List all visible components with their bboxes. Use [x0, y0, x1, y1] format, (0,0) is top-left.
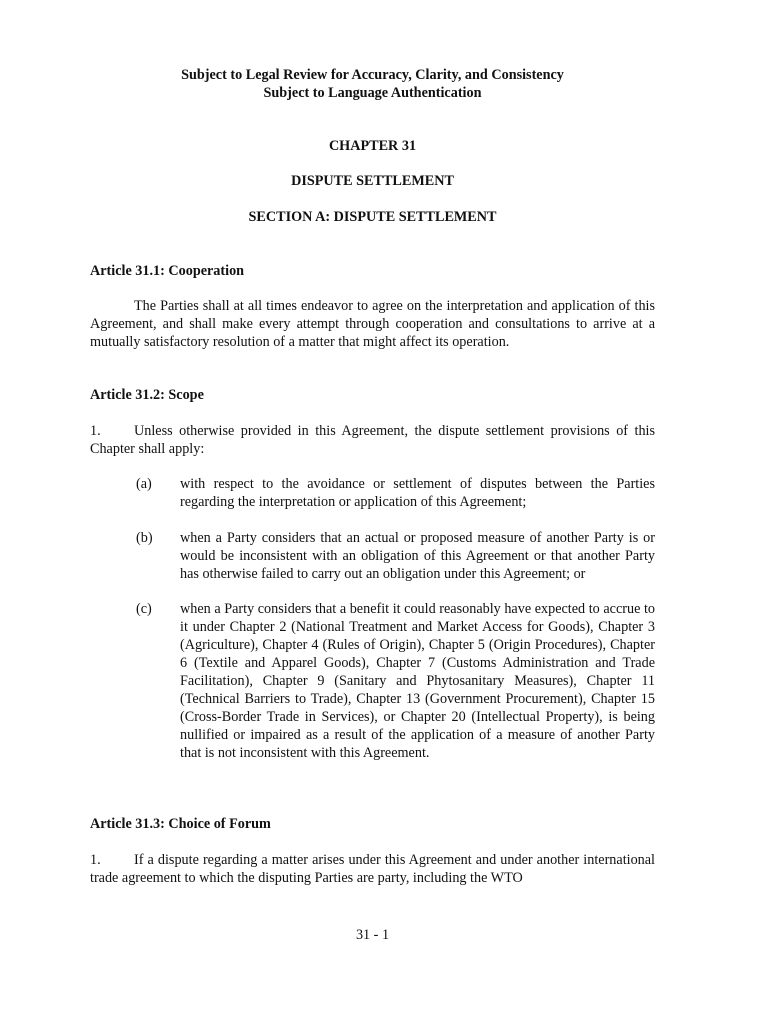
item-label: (b)	[136, 530, 153, 546]
page-number: 31 - 1	[355, 927, 390, 943]
item-label: (c)	[136, 601, 152, 617]
item-text: when a Party considers that a benefit it could reasonably have expected to accrue to it under Chapter 2 (National Treatment and Market Access for Goods), Chapter 3 (Agriculture), Chapter 4 (Rules of Origin), Chapter 5 (Origin Procedures), Chapter 6 (Textile and Apparel Goods), Chapter 7 (Customs Administration and Trade Facilitation), Chapter 9 (Sanitary and Phytosanitary Measures), Chapter 11 (Technical Barriers to Trade), Chapter 13 (Government Procurement), Chapter 15 (Cross-Border Trade in Services), or Chapter 20 (Intellectual Property), is being nullified or impaired as a result of the application of a measure of another Party that is not inconsistent with this Agreement.	[180, 601, 655, 761]
paragraph-number: 1.	[90, 852, 101, 868]
article-31-1-heading: Article 31.1: Cooperation	[90, 263, 245, 279]
article-31-3-paragraph-1	[90, 851, 655, 887]
article-31-2-heading: Article 31.2: Scope	[90, 387, 204, 403]
paragraph-number: 1.	[90, 423, 101, 439]
authentication-notice: Subject to Language Authentication	[263, 85, 482, 101]
item-label: (a)	[136, 476, 152, 492]
paragraph-text: Unless otherwise provided in this Agreement, the dispute settlement provisions of this Chapter shall apply:	[90, 423, 655, 457]
section-title: SECTION A: DISPUTE SETTLEMENT	[248, 209, 497, 225]
article-31-2-paragraph-1	[90, 422, 655, 458]
paragraph-text: If a dispute regarding a matter arises under this Agreement and under another international trade agreement to which the disputing Parties are party, including the WTO	[90, 852, 655, 886]
review-notice: Subject to Legal Review for Accuracy, Clarity, and Consistency	[181, 67, 564, 83]
item-text: when a Party considers that an actual or proposed measure of another Party is or would be inconsistent with an obligation of this Agreement or that another Party has otherwise failed to carry out an obligation under this Agreement; or	[180, 530, 655, 582]
item-text: with respect to the avoidance or settlement of disputes between the Parties regarding the interpretation or application of this Agreement;	[180, 476, 655, 510]
article-31-1-text: The Parties shall at all times endeavor to agree on the interpretation and application of this Agreement, and shall make every attempt through cooperation and consultations to arrive at a mutually satisfactory resolution of a matter that might affect its operation.	[90, 298, 655, 350]
chapter-title: DISPUTE SETTLEMENT	[291, 173, 454, 189]
article-31-3-heading: Article 31.3: Choice of Forum	[90, 816, 271, 832]
chapter-number: CHAPTER 31	[328, 138, 417, 154]
